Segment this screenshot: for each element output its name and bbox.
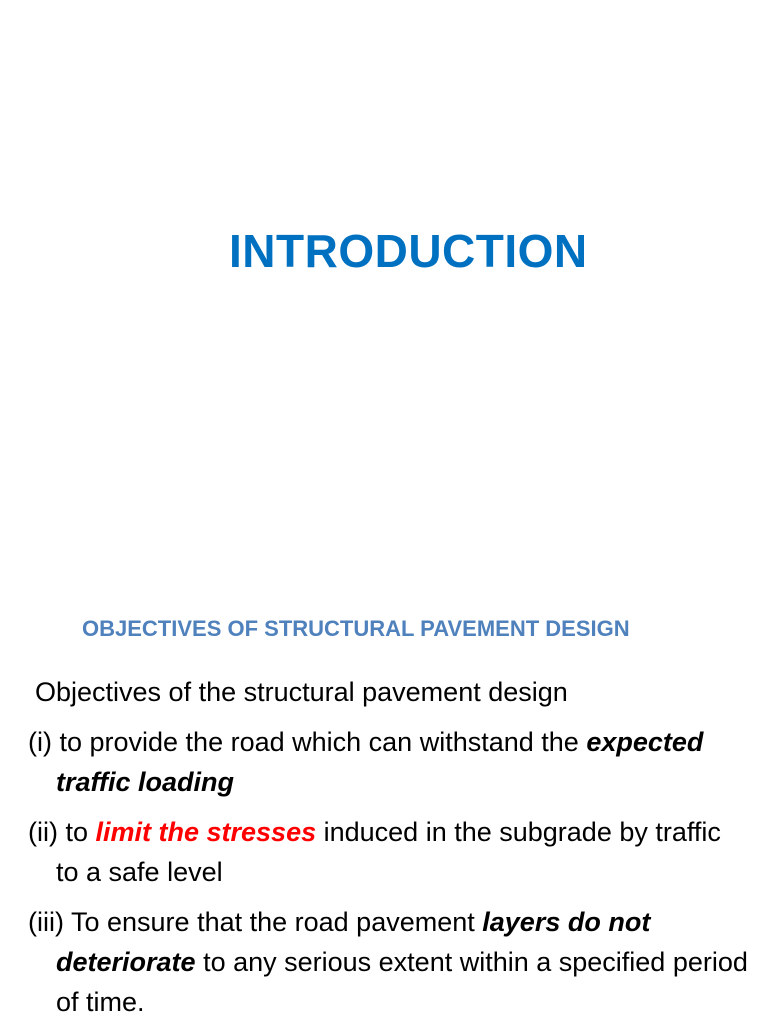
objective-2-prefix: (ii) to [28, 817, 96, 847]
objective-item-2 [28, 812, 748, 892]
slide-title: INTRODUCTION [229, 225, 588, 277]
objective-1-prefix: (i) to provide the road which can withstand the [28, 727, 587, 757]
objective-2-emphasis: limit the stresses [95, 817, 317, 847]
objective-3-emphasis: layers do not deteriorate [56, 907, 651, 977]
objectives-intro: Objectives of the structural pavement design [35, 677, 568, 707]
objective-3-suffix: to any serious extent within a specified period of time. [56, 947, 748, 1017]
objective-1-emphasis: expected traffic loading [56, 727, 704, 797]
section-heading: OBJECTIVES OF STRUCTURAL PAVEMENT DESIGN [82, 616, 630, 641]
objective-3-prefix: (iii) To ensure that the road pavement [28, 907, 483, 937]
objectives-body [28, 672, 748, 1022]
objective-item-3 [28, 902, 748, 1022]
objective-item-1 [28, 722, 748, 802]
objective-2-suffix: induced in the subgrade by traffic to a safe level [56, 817, 721, 887]
